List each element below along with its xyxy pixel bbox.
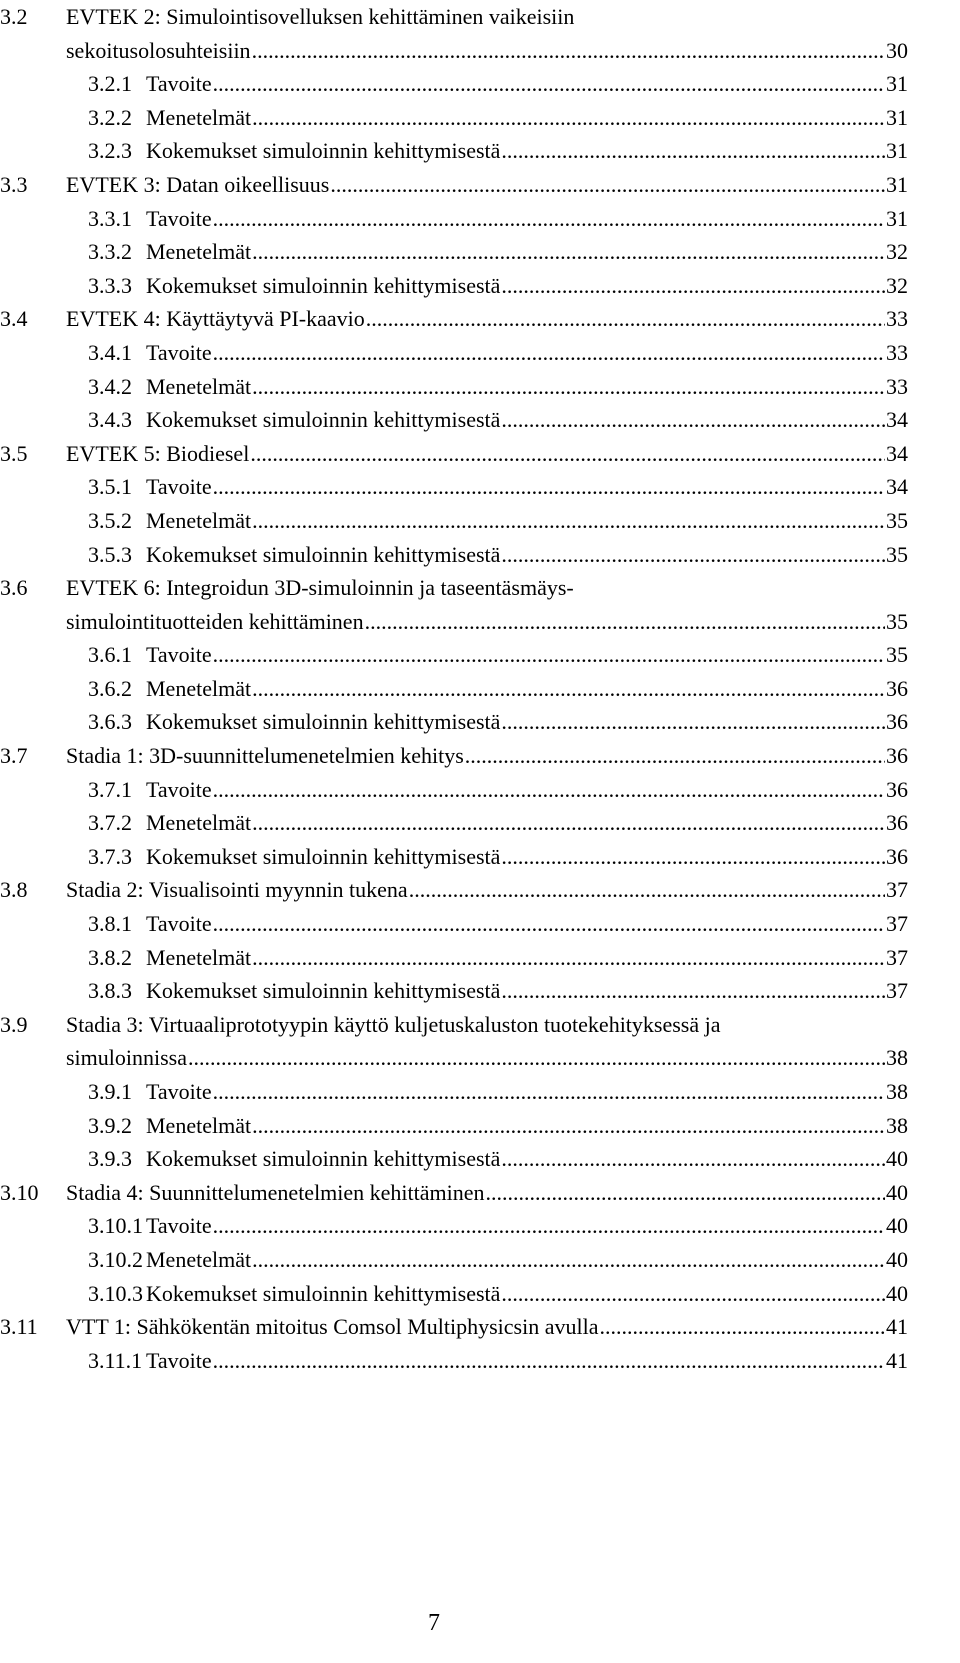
toc-entry[interactable] bbox=[0, 1243, 908, 1277]
toc-dot-leader bbox=[465, 739, 885, 773]
toc-entry-number: 3.5.3 bbox=[88, 541, 132, 567]
toc-entry-page: 31 bbox=[886, 104, 908, 130]
toc-entry-page: 33 bbox=[886, 306, 908, 332]
toc-entry[interactable] bbox=[0, 941, 908, 975]
toc-entry-title: Kokemukset simuloinnin kehittymisestä bbox=[146, 843, 501, 869]
toc-entry-number: 3.2 bbox=[0, 4, 28, 29]
toc-entry-page: 32 bbox=[886, 272, 908, 298]
toc-entry-title: Tavoite bbox=[146, 1213, 212, 1239]
toc-entry-title: Stadia 3: Virtuaaliprototyypin käyttö kuljetuskaluston tuotekehityksessä ja bbox=[66, 1011, 721, 1037]
toc-entry-number: 3.3.3 bbox=[88, 272, 132, 298]
toc-entry[interactable] bbox=[0, 873, 908, 907]
toc-entry-title: Tavoite bbox=[146, 776, 212, 802]
toc-entry-number: 3.6.1 bbox=[88, 642, 132, 668]
toc-entry-page: 40 bbox=[886, 1280, 908, 1306]
toc-entry-page: 36 bbox=[886, 675, 908, 701]
toc-entry-title: Stadia 4: Suunnittelumenetelmien kehittäminen bbox=[66, 1179, 485, 1205]
toc-entry-title: Menetelmät bbox=[146, 104, 252, 130]
toc-entry[interactable] bbox=[0, 638, 908, 672]
toc-entry-number: 3.10.3 bbox=[88, 1280, 143, 1306]
toc-dot-leader bbox=[365, 605, 885, 639]
toc-dot-leader bbox=[213, 1209, 885, 1243]
toc-entry[interactable] bbox=[0, 235, 908, 269]
toc-entry-number: 3.11 bbox=[0, 1314, 38, 1340]
toc-entry-number: 3.8.3 bbox=[88, 978, 132, 1004]
toc-dot-leader bbox=[213, 470, 885, 504]
toc-entry[interactable] bbox=[0, 840, 908, 874]
toc-entry-page: 35 bbox=[886, 541, 908, 567]
toc-dot-leader bbox=[252, 101, 885, 135]
toc-entry-page: 31 bbox=[886, 71, 908, 97]
toc-entry-title: Kokemukset simuloinnin kehittymisestä bbox=[146, 709, 501, 735]
toc-entry[interactable] bbox=[0, 269, 908, 303]
toc-entry[interactable] bbox=[0, 34, 908, 68]
toc-entry[interactable] bbox=[0, 538, 908, 572]
toc-dot-leader bbox=[213, 1344, 885, 1378]
toc-entry-number: 3.2.3 bbox=[88, 138, 132, 164]
toc-entry[interactable] bbox=[0, 202, 908, 236]
toc-entry-page: 40 bbox=[886, 1146, 908, 1172]
toc-entry-title: Kokemukset simuloinnin kehittymisestä bbox=[146, 541, 501, 567]
toc-entry-title: simuloinnissa bbox=[66, 1045, 188, 1071]
toc-entry-page: 41 bbox=[886, 1314, 908, 1340]
toc-entry-number: 3.3.1 bbox=[88, 205, 132, 231]
toc-dot-leader bbox=[366, 302, 885, 336]
toc-entry-number: 3.2.1 bbox=[88, 71, 132, 97]
toc-entry-page: 34 bbox=[886, 474, 908, 500]
toc-entry-title: Tavoite bbox=[146, 911, 212, 937]
toc-dot-leader bbox=[252, 235, 885, 269]
toc-entry[interactable] bbox=[0, 974, 908, 1008]
toc-entry-page: 38 bbox=[886, 1079, 908, 1104]
toc-dot-leader bbox=[252, 34, 885, 68]
toc-entry-number: 3.9.3 bbox=[88, 1146, 132, 1172]
toc-dot-leader bbox=[501, 840, 885, 874]
toc-entry-page: 31 bbox=[886, 205, 908, 231]
toc-entry-number: 3.6.3 bbox=[88, 709, 132, 735]
toc-entry-number: 3.6 bbox=[0, 575, 28, 601]
toc-entry-title: Menetelmät bbox=[146, 239, 252, 265]
toc-entry-title: Menetelmät bbox=[146, 1112, 252, 1138]
toc-entry-title: Kokemukset simuloinnin kehittymisestä bbox=[146, 407, 501, 433]
toc-entry[interactable] bbox=[0, 0, 908, 34]
toc-entry-title: Menetelmät bbox=[146, 675, 252, 701]
toc-dot-leader bbox=[252, 504, 885, 538]
toc-entry-number: 3.9 bbox=[0, 1011, 28, 1037]
toc-entry[interactable] bbox=[0, 336, 908, 370]
toc-entry[interactable] bbox=[0, 605, 908, 639]
toc-entry-page: 40 bbox=[886, 1213, 908, 1239]
toc-entry-number: 3.10 bbox=[0, 1179, 39, 1205]
toc-dot-leader bbox=[213, 773, 885, 807]
toc-entry-title: Kokemukset simuloinnin kehittymisestä bbox=[146, 1146, 501, 1172]
toc-entry[interactable] bbox=[0, 1041, 908, 1075]
toc-dot-leader bbox=[213, 1075, 885, 1109]
toc-entry-title: Stadia 1: 3D-suunnittelumenetelmien kehitys bbox=[66, 743, 464, 769]
toc-entry[interactable] bbox=[0, 571, 908, 605]
toc-dot-leader bbox=[252, 806, 885, 840]
toc-entry[interactable] bbox=[0, 1075, 908, 1109]
toc-entry-number: 3.11.1 bbox=[88, 1347, 143, 1373]
toc-entry-title: Stadia 2: Visualisointi myynnin tukena bbox=[66, 877, 408, 903]
toc-entry-title: Menetelmät bbox=[146, 373, 252, 399]
toc-entry[interactable] bbox=[0, 806, 908, 840]
toc-entry-title: Kokemukset simuloinnin kehittymisestä bbox=[146, 272, 501, 298]
toc-entry[interactable] bbox=[0, 67, 908, 101]
toc-entry[interactable] bbox=[0, 370, 908, 404]
toc-entry-number: 3.3 bbox=[0, 171, 28, 197]
toc-dot-leader bbox=[252, 672, 885, 706]
toc-entry-number: 3.10.2 bbox=[88, 1246, 143, 1272]
toc-entry-title: Menetelmät bbox=[146, 810, 252, 836]
toc-entry-number: 3.8.2 bbox=[88, 944, 132, 970]
toc-dot-leader bbox=[501, 705, 885, 739]
toc-entry-number: 3.7 bbox=[0, 743, 28, 769]
toc-entry-page: 36 bbox=[886, 843, 908, 869]
toc-entry-number: 3.7.1 bbox=[88, 776, 132, 802]
toc-entry[interactable] bbox=[0, 672, 908, 706]
toc-entry[interactable] bbox=[0, 437, 908, 471]
toc-dot-leader bbox=[501, 1277, 885, 1311]
toc-entry-page: 36 bbox=[886, 776, 908, 802]
toc-entry-title: Tavoite bbox=[146, 205, 212, 231]
toc-dot-leader bbox=[213, 907, 885, 941]
toc-entry-title: Tavoite bbox=[146, 71, 212, 97]
toc-entry-number: 3.2.2 bbox=[88, 104, 132, 130]
toc-dot-leader bbox=[501, 538, 885, 572]
toc-dot-leader bbox=[252, 1243, 885, 1277]
toc-dot-leader bbox=[409, 873, 885, 907]
toc-entry-number: 3.10.1 bbox=[88, 1213, 143, 1239]
toc-entry-number: 3.4 bbox=[0, 306, 28, 332]
toc-entry-title: EVTEK 4: Käyttäytyvä PI-kaavio bbox=[66, 306, 365, 332]
toc-entry[interactable] bbox=[0, 403, 908, 437]
toc-entry[interactable] bbox=[0, 705, 908, 739]
toc-entry-title: Tavoite bbox=[146, 474, 212, 500]
toc-dot-leader bbox=[213, 638, 885, 672]
toc-entry-page: 36 bbox=[886, 709, 908, 735]
toc-entry-page: 33 bbox=[886, 373, 908, 399]
toc-entry[interactable] bbox=[0, 101, 908, 135]
toc-entry-number: 3.9.2 bbox=[88, 1112, 132, 1138]
toc-entry-title: Tavoite bbox=[146, 1347, 212, 1373]
toc-entry[interactable] bbox=[0, 168, 908, 202]
toc-entry[interactable] bbox=[0, 1109, 908, 1143]
toc-entry[interactable] bbox=[0, 302, 908, 336]
toc-dot-leader bbox=[501, 403, 885, 437]
toc-entry-number: 3.9.1 bbox=[88, 1079, 132, 1104]
toc-entry[interactable] bbox=[0, 1142, 908, 1176]
toc-dot-leader bbox=[486, 1176, 885, 1210]
toc-entry-number: 3.8 bbox=[0, 877, 28, 903]
toc-entry-page: 40 bbox=[886, 1179, 908, 1205]
toc-entry-title: Kokemukset simuloinnin kehittymisestä bbox=[146, 138, 501, 164]
toc-entry-title: Kokemukset simuloinnin kehittymisestä bbox=[146, 978, 501, 1004]
toc-entry-page: 36 bbox=[886, 810, 908, 836]
toc-entry-page: 37 bbox=[886, 978, 908, 1004]
toc-dot-leader bbox=[252, 941, 885, 975]
toc-entry-page: 37 bbox=[886, 911, 908, 937]
toc-entry-page: 41 bbox=[886, 1347, 908, 1373]
toc-entry-number: 3.4.3 bbox=[88, 407, 132, 433]
toc-entry[interactable] bbox=[0, 1277, 908, 1311]
toc-entry-number: 3.8.1 bbox=[88, 911, 132, 937]
toc-entry-title: Tavoite bbox=[146, 642, 212, 668]
toc-entry-page: 38 bbox=[886, 1045, 908, 1071]
toc-entry-page: 37 bbox=[886, 944, 908, 970]
toc-entry-title: EVTEK 2: Simulointisovelluksen kehittäminen vaikeisiin bbox=[66, 4, 575, 29]
toc-entry-page: 34 bbox=[886, 407, 908, 433]
toc-entry-page: 37 bbox=[886, 877, 908, 903]
toc-entry-page: 40 bbox=[886, 1246, 908, 1272]
toc-entry-title: Menetelmät bbox=[146, 944, 252, 970]
toc-entry-page: 31 bbox=[886, 171, 908, 197]
toc-entry-page: 38 bbox=[886, 1112, 908, 1138]
toc-entry-title: EVTEK 5: Biodiesel bbox=[66, 440, 250, 466]
toc-entry[interactable] bbox=[0, 1344, 908, 1378]
toc-entry-page: 30 bbox=[886, 37, 908, 63]
toc-dot-leader bbox=[213, 202, 885, 236]
toc-dot-leader bbox=[501, 269, 885, 303]
toc-entry-title: Tavoite bbox=[146, 1079, 212, 1104]
toc-entry[interactable] bbox=[0, 134, 908, 168]
toc-entry-title: Tavoite bbox=[146, 339, 212, 365]
toc-entry-page: 34 bbox=[886, 440, 908, 466]
toc-entry[interactable] bbox=[0, 739, 908, 773]
toc-entry[interactable] bbox=[0, 470, 908, 504]
toc-entry-title: sekoitusolosuhteisiin bbox=[66, 37, 251, 63]
toc-dot-leader bbox=[501, 134, 885, 168]
toc-entry-number: 3.4.2 bbox=[88, 373, 132, 399]
toc-entry-page: 32 bbox=[886, 239, 908, 265]
toc-dot-leader bbox=[330, 168, 885, 202]
toc-dot-leader bbox=[501, 974, 885, 1008]
toc-entry[interactable] bbox=[0, 504, 908, 538]
toc-entry-number: 3.6.2 bbox=[88, 675, 132, 701]
page-number: 7 bbox=[428, 1610, 440, 1636]
toc-entry-number: 3.5 bbox=[0, 440, 28, 466]
toc-entry-number: 3.4.1 bbox=[88, 339, 132, 365]
toc-entry-title: VTT 1: Sähkökentän mitoitus Comsol Multiphysicsin avulla bbox=[66, 1314, 599, 1340]
toc-entry-number: 3.5.2 bbox=[88, 507, 132, 533]
toc-entry-page: 31 bbox=[886, 138, 908, 164]
toc-entry-page: 35 bbox=[886, 507, 908, 533]
toc-entry-page: 33 bbox=[886, 339, 908, 365]
toc-dot-leader bbox=[250, 437, 885, 471]
toc-entry[interactable] bbox=[0, 907, 908, 941]
toc-entry-page: 36 bbox=[886, 743, 908, 769]
toc-entry[interactable] bbox=[0, 1008, 908, 1042]
toc-entry-title: EVTEK 3: Datan oikeellisuus bbox=[66, 171, 330, 197]
toc-entry-number: 3.3.2 bbox=[88, 239, 132, 265]
toc-entry-page: 35 bbox=[886, 608, 908, 634]
toc-dot-leader bbox=[252, 370, 885, 404]
toc-entry[interactable] bbox=[0, 1310, 908, 1344]
toc-entry-number: 3.7.2 bbox=[88, 810, 132, 836]
toc-entry-title: EVTEK 6: Integroidun 3D-simuloinnin ja taseentäsmäys- bbox=[66, 575, 574, 601]
toc-entry-title: Menetelmät bbox=[146, 507, 252, 533]
toc-entry[interactable] bbox=[0, 773, 908, 807]
toc-dot-leader bbox=[188, 1041, 885, 1075]
toc-dot-leader bbox=[252, 1109, 885, 1143]
toc-entry-title: Menetelmät bbox=[146, 1246, 252, 1272]
toc-entry-title: simulointituotteiden kehittäminen bbox=[66, 608, 364, 634]
toc-dot-leader bbox=[213, 336, 885, 370]
toc-dot-leader bbox=[599, 1310, 885, 1344]
toc-entry-number: 3.7.3 bbox=[88, 843, 132, 869]
toc-dot-leader bbox=[501, 1142, 885, 1176]
toc-entry[interactable] bbox=[0, 1176, 908, 1210]
toc-entry-page: 35 bbox=[886, 642, 908, 668]
toc-entry-title: Kokemukset simuloinnin kehittymisestä bbox=[146, 1280, 501, 1306]
toc-dot-leader bbox=[213, 67, 885, 101]
toc-entry[interactable] bbox=[0, 1209, 908, 1243]
toc-entry-number: 3.5.1 bbox=[88, 474, 132, 500]
